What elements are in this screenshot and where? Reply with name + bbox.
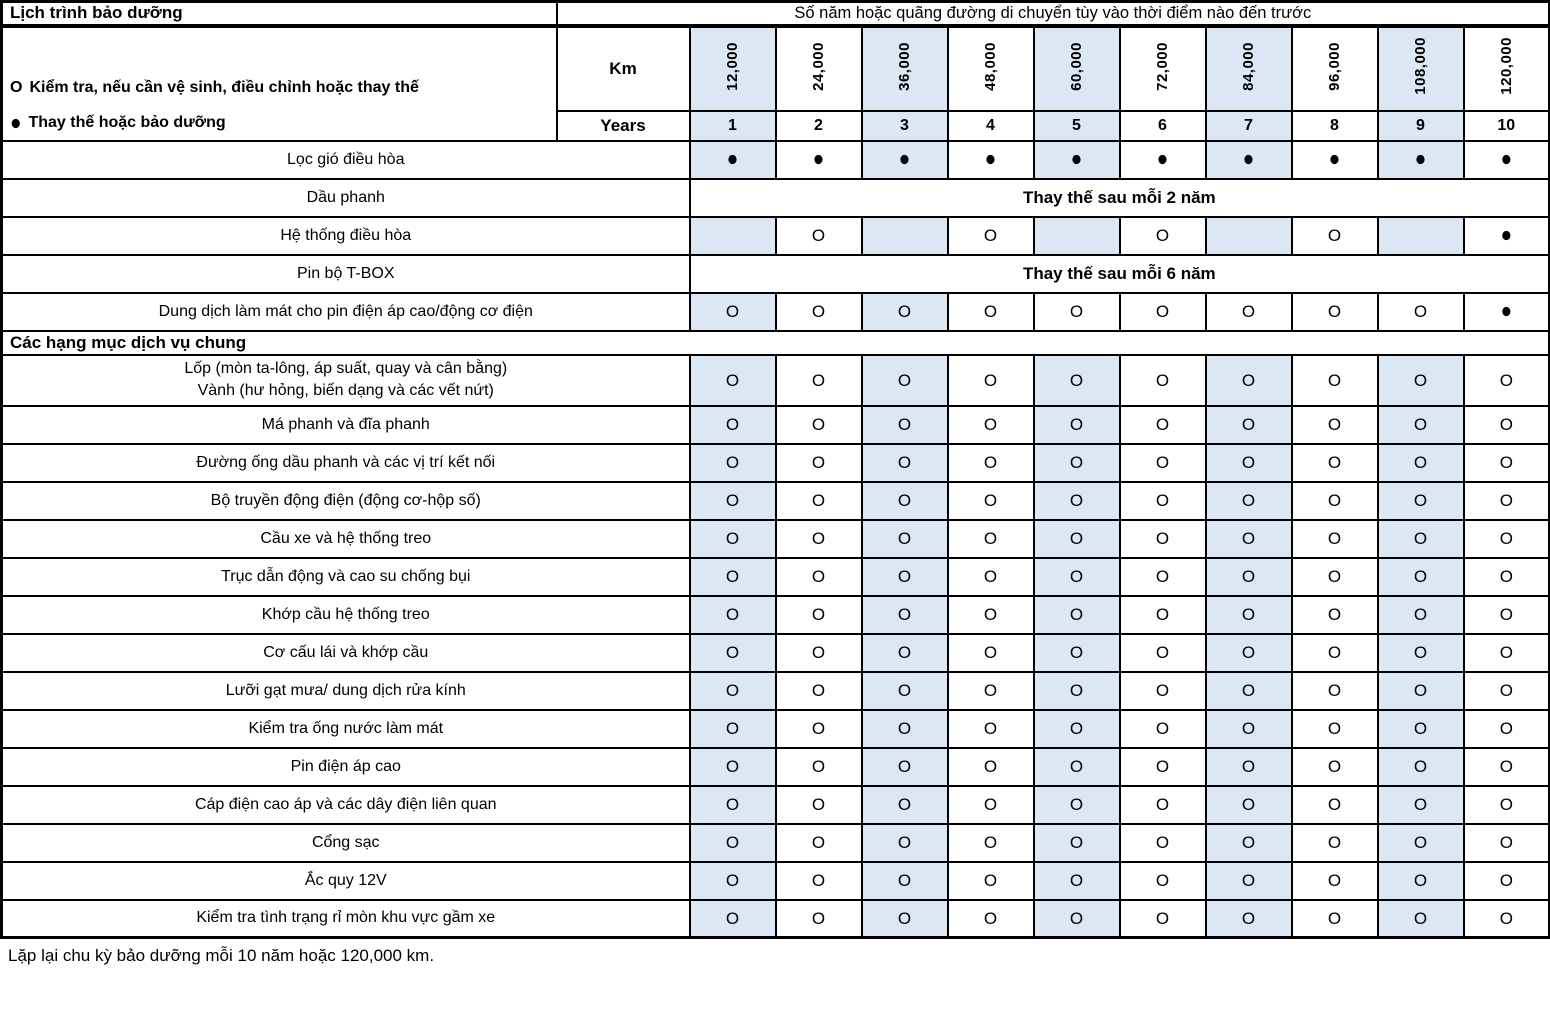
mark-cell: O — [1292, 520, 1378, 558]
km-header-cell: 108,000 — [1378, 26, 1464, 111]
mark-cell: O — [690, 355, 776, 406]
legend-replace-text: Thay thế hoặc bảo dưỡng — [28, 114, 226, 131]
mark-cell: O — [776, 482, 862, 520]
mark-cell: O — [1120, 900, 1206, 938]
mark-cell: O — [1120, 596, 1206, 634]
mark-cell: O — [862, 900, 948, 938]
mark-cell: O — [1378, 786, 1464, 824]
mark-cell: O — [690, 672, 776, 710]
table-row — [2, 255, 1550, 293]
mark-cell: O — [948, 672, 1034, 710]
km-header-row — [2, 26, 1550, 111]
table-row — [2, 748, 1550, 786]
mark-cell: O — [1206, 634, 1292, 672]
table-row — [2, 355, 1550, 406]
km-header-cell: 12,000 — [690, 26, 776, 111]
mark-cell: O — [776, 444, 862, 482]
row-label: Kiểm tra ống nước làm mát — [2, 710, 690, 748]
mark-cell: O — [1464, 672, 1550, 710]
mark-cell: O — [948, 520, 1034, 558]
mark-cell: ● — [862, 141, 948, 179]
row-label: Cầu xe và hệ thống treo — [2, 520, 690, 558]
mark-cell — [1378, 217, 1464, 255]
mark-cell: O — [862, 824, 948, 862]
year-header-cell: 8 — [1292, 111, 1378, 141]
mark-cell — [690, 217, 776, 255]
mark-cell: ● — [1378, 141, 1464, 179]
mark-cell: O — [1034, 786, 1120, 824]
mark-cell: O — [1292, 355, 1378, 406]
mark-cell: O — [776, 672, 862, 710]
mark-cell: O — [1120, 634, 1206, 672]
mark-cell: O — [1034, 824, 1120, 862]
mark-cell: O — [862, 444, 948, 482]
mark-cell: O — [1464, 862, 1550, 900]
mark-cell: O — [1120, 824, 1206, 862]
mark-cell: O — [690, 748, 776, 786]
mark-cell: O — [1034, 862, 1120, 900]
mark-cell: O — [862, 786, 948, 824]
mark-cell: O — [1034, 900, 1120, 938]
mark-cell: ● — [948, 141, 1034, 179]
legend-inspect-text: Kiểm tra, nếu cần vệ sinh, điều chỉnh hoặc thay thế — [29, 78, 419, 96]
mark-cell: O — [1292, 710, 1378, 748]
row-label: Bộ truyền động điện (động cơ-hộp số) — [2, 482, 690, 520]
legend-cell — [2, 26, 557, 141]
mark-cell: O — [690, 862, 776, 900]
legend-inspect — [10, 79, 550, 97]
mark-cell: O — [1206, 406, 1292, 444]
mark-cell: O — [690, 293, 776, 331]
mark-cell: O — [690, 710, 776, 748]
mark-cell: O — [1464, 355, 1550, 406]
mark-cell: O — [1464, 900, 1550, 938]
mark-cell: O — [1206, 862, 1292, 900]
mark-cell: O — [1292, 293, 1378, 331]
mark-cell: O — [1206, 558, 1292, 596]
year-header-cell: 10 — [1464, 111, 1550, 141]
mark-cell: O — [1034, 748, 1120, 786]
mark-cell: O — [1292, 824, 1378, 862]
mark-cell: O — [690, 786, 776, 824]
table-row — [2, 862, 1550, 900]
row-label: Lưỡi gạt mưa/ dung dịch rửa kính — [2, 672, 690, 710]
title-row — [2, 2, 1550, 26]
mark-cell: O — [1378, 862, 1464, 900]
mark-cell: O — [1120, 786, 1206, 824]
year-header-cell: 2 — [776, 111, 862, 141]
table-row — [2, 558, 1550, 596]
table-row — [2, 406, 1550, 444]
mark-cell: O — [1034, 520, 1120, 558]
row-label: Dung dịch làm mát cho pin điện áp cao/động cơ điện — [2, 293, 690, 331]
mark-cell: O — [862, 482, 948, 520]
mark-cell: O — [1120, 748, 1206, 786]
mark-cell: O — [1464, 596, 1550, 634]
mark-cell: O — [862, 596, 948, 634]
mark-cell: O — [1378, 824, 1464, 862]
mark-cell: O — [862, 406, 948, 444]
row-label: Kiểm tra tình trạng rỉ mòn khu vực gầm xe — [2, 900, 690, 938]
mark-cell: O — [1206, 520, 1292, 558]
km-header-cell: 72,000 — [1120, 26, 1206, 111]
mark-cell: O — [1120, 520, 1206, 558]
mark-cell: O — [1292, 558, 1378, 596]
table-row — [2, 710, 1550, 748]
legend — [3, 79, 556, 140]
mark-cell: O — [1292, 596, 1378, 634]
km-header-cell: 36,000 — [862, 26, 948, 111]
mark-cell: O — [1120, 558, 1206, 596]
mark-cell — [862, 217, 948, 255]
mark-cell: O — [1292, 900, 1378, 938]
mark-cell: O — [776, 558, 862, 596]
table-title: Lịch trình bảo dưỡng — [2, 2, 557, 26]
year-header-cell: 7 — [1206, 111, 1292, 141]
mark-cell: O — [1034, 406, 1120, 444]
mark-cell: O — [690, 520, 776, 558]
row-label: Lọc gió điều hòa — [2, 141, 690, 179]
mark-cell: O — [1034, 634, 1120, 672]
mark-cell: O — [1378, 520, 1464, 558]
mark-cell: O — [862, 672, 948, 710]
mark-cell: O — [1120, 293, 1206, 331]
mark-cell: O — [1034, 293, 1120, 331]
mark-cell: O — [776, 862, 862, 900]
table-row — [2, 293, 1550, 331]
mark-cell: O — [862, 748, 948, 786]
mark-cell: O — [1206, 444, 1292, 482]
mark-cell: O — [948, 710, 1034, 748]
mark-cell: O — [862, 862, 948, 900]
mark-cell: O — [1464, 748, 1550, 786]
mark-cell: O — [1378, 293, 1464, 331]
year-header-cell: 9 — [1378, 111, 1464, 141]
mark-cell: O — [1464, 406, 1550, 444]
mark-cell: O — [862, 634, 948, 672]
mark-cell: O — [776, 596, 862, 634]
mark-cell: O — [1206, 748, 1292, 786]
mark-cell: ● — [690, 141, 776, 179]
mark-cell: O — [1034, 596, 1120, 634]
mark-cell: O — [948, 786, 1034, 824]
mark-cell: O — [776, 217, 862, 255]
mark-cell: O — [948, 596, 1034, 634]
mark-cell: O — [690, 406, 776, 444]
mark-cell: O — [948, 482, 1034, 520]
table-row — [2, 141, 1550, 179]
mark-cell: O — [1464, 558, 1550, 596]
table-row — [2, 331, 1550, 355]
mark-cell: ● — [1464, 293, 1550, 331]
years-label: Years — [557, 111, 690, 141]
mark-cell: O — [1034, 482, 1120, 520]
mark-cell: O — [690, 558, 776, 596]
table-row — [2, 786, 1550, 824]
mark-cell: O — [948, 900, 1034, 938]
mark-cell: O — [1292, 862, 1378, 900]
mark-cell: O — [948, 824, 1034, 862]
mark-cell: O — [776, 710, 862, 748]
row-label: Cơ cấu lái và khớp cầu — [2, 634, 690, 672]
mark-cell: O — [1464, 520, 1550, 558]
footer-note: Lặp lại chu kỳ bảo dưỡng mỗi 10 năm hoặc 120,000 km. — [8, 946, 435, 965]
mark-cell: O — [1378, 710, 1464, 748]
inspect-symbol: O — [10, 78, 23, 96]
mark-cell: O — [690, 634, 776, 672]
mark-cell: ● — [1464, 141, 1550, 179]
mark-cell: O — [776, 355, 862, 406]
mark-cell: O — [1206, 596, 1292, 634]
mark-cell: O — [1378, 355, 1464, 406]
row-label: Dầu phanh — [2, 179, 690, 217]
legend-replace — [10, 111, 550, 135]
km-header-cell: 96,000 — [1292, 26, 1378, 111]
mark-cell: O — [776, 406, 862, 444]
mark-cell: O — [1120, 482, 1206, 520]
mark-cell: O — [1034, 672, 1120, 710]
row-label: Pin điện áp cao — [2, 748, 690, 786]
mark-cell: O — [1034, 558, 1120, 596]
row-label: Cáp điện cao áp và các dây điện liên quan — [2, 786, 690, 824]
table-row — [2, 900, 1550, 938]
km-header-cell: 120,000 — [1464, 26, 1550, 111]
mark-cell: O — [1378, 634, 1464, 672]
table-row — [2, 672, 1550, 710]
mark-cell: O — [948, 217, 1034, 255]
mark-cell: O — [1292, 406, 1378, 444]
mark-cell: O — [862, 293, 948, 331]
table-row — [2, 482, 1550, 520]
mark-cell: O — [1378, 482, 1464, 520]
mark-cell: O — [1464, 786, 1550, 824]
mark-cell: O — [1206, 786, 1292, 824]
mark-cell: O — [1206, 672, 1292, 710]
mark-cell: O — [1378, 444, 1464, 482]
mark-cell: O — [1292, 748, 1378, 786]
mark-cell: ● — [1292, 141, 1378, 179]
km-header-cell: 60,000 — [1034, 26, 1120, 111]
mark-cell: O — [776, 824, 862, 862]
mark-cell: O — [1120, 710, 1206, 748]
year-header-cell: 6 — [1120, 111, 1206, 141]
km-label: Km — [557, 26, 690, 111]
mark-cell: O — [1206, 293, 1292, 331]
mark-cell: O — [776, 293, 862, 331]
mark-cell: O — [948, 293, 1034, 331]
mark-cell: O — [1292, 786, 1378, 824]
mark-cell: O — [690, 596, 776, 634]
section-header: Các hạng mục dịch vụ chung — [2, 331, 1550, 355]
mark-cell: O — [1292, 444, 1378, 482]
mark-cell: ● — [1464, 217, 1550, 255]
mark-cell: O — [1292, 482, 1378, 520]
mark-cell: O — [948, 406, 1034, 444]
mark-cell: O — [776, 520, 862, 558]
table-row — [2, 444, 1550, 482]
table-row — [2, 520, 1550, 558]
year-header-cell: 1 — [690, 111, 776, 141]
table-row — [2, 179, 1550, 217]
mark-cell: O — [1206, 900, 1292, 938]
km-header-cell: 24,000 — [776, 26, 862, 111]
table-row — [2, 217, 1550, 255]
mark-cell: O — [862, 355, 948, 406]
mark-cell: O — [948, 748, 1034, 786]
mark-cell: O — [1378, 558, 1464, 596]
mark-cell: O — [776, 748, 862, 786]
mark-cell: ● — [1120, 141, 1206, 179]
mark-cell: O — [948, 355, 1034, 406]
mark-cell: O — [862, 520, 948, 558]
span-note: Thay thế sau mỗi 6 năm — [690, 255, 1550, 293]
mark-cell: O — [1378, 406, 1464, 444]
mark-cell: O — [1206, 355, 1292, 406]
km-header-cell: 84,000 — [1206, 26, 1292, 111]
mark-cell: O — [948, 558, 1034, 596]
table-row — [2, 634, 1550, 672]
mark-cell: O — [690, 900, 776, 938]
mark-cell: O — [862, 710, 948, 748]
mark-cell: O — [1464, 482, 1550, 520]
mark-cell: O — [776, 900, 862, 938]
mark-cell: O — [1464, 824, 1550, 862]
mark-cell: O — [1034, 710, 1120, 748]
mark-cell: O — [1120, 444, 1206, 482]
mark-cell: ● — [776, 141, 862, 179]
row-label: Khớp cầu hệ thống treo — [2, 596, 690, 634]
mark-cell: O — [1034, 444, 1120, 482]
mark-cell: O — [948, 634, 1034, 672]
row-label: Hệ thống điều hòa — [2, 217, 690, 255]
mark-cell: O — [1292, 217, 1378, 255]
period-header: Số năm hoặc quãng đường di chuyển tùy vào thời điểm nào đến trước — [557, 2, 1550, 26]
mark-cell: O — [1464, 444, 1550, 482]
mark-cell: O — [1378, 672, 1464, 710]
row-label: Lốp (mòn ta-lông, áp suất, quay và cân bằng) Vành (hư hỏng, biến dạng và các vết nứt) — [2, 355, 690, 406]
mark-cell: O — [776, 786, 862, 824]
mark-cell: O — [1378, 748, 1464, 786]
year-header-cell: 4 — [948, 111, 1034, 141]
span-note: Thay thế sau mỗi 2 năm — [690, 179, 1550, 217]
mark-cell: O — [1120, 672, 1206, 710]
mark-cell: O — [690, 482, 776, 520]
row-label: Trục dẫn động và cao su chống bụi — [2, 558, 690, 596]
year-header-cell: 5 — [1034, 111, 1120, 141]
mark-cell: O — [690, 824, 776, 862]
mark-cell — [1034, 217, 1120, 255]
mark-cell: O — [1464, 634, 1550, 672]
mark-cell: O — [1464, 710, 1550, 748]
table-row — [2, 824, 1550, 862]
mark-cell: ● — [1206, 141, 1292, 179]
km-header-cell: 48,000 — [948, 26, 1034, 111]
row-label: Ắc quy 12V — [2, 862, 690, 900]
mark-cell: O — [1378, 900, 1464, 938]
replace-symbol: ● — [10, 111, 22, 135]
mark-cell: O — [1120, 406, 1206, 444]
mark-cell: O — [1292, 672, 1378, 710]
mark-cell: O — [1120, 217, 1206, 255]
row-label: Đường ống dầu phanh và các vị trí kết nối — [2, 444, 690, 482]
mark-cell: O — [1292, 634, 1378, 672]
mark-cell: O — [690, 444, 776, 482]
row-label: Pin bộ T-BOX — [2, 255, 690, 293]
year-header-cell: 3 — [862, 111, 948, 141]
mark-cell: O — [1120, 862, 1206, 900]
mark-cell: O — [1034, 355, 1120, 406]
mark-cell: ● — [1034, 141, 1120, 179]
mark-cell: O — [948, 444, 1034, 482]
mark-cell: O — [1206, 482, 1292, 520]
mark-cell — [1206, 217, 1292, 255]
mark-cell: O — [862, 558, 948, 596]
row-label: Má phanh và đĩa phanh — [2, 406, 690, 444]
mark-cell: O — [1206, 710, 1292, 748]
mark-cell: O — [1120, 355, 1206, 406]
mark-cell: O — [1378, 596, 1464, 634]
mark-cell: O — [776, 634, 862, 672]
table-row — [2, 596, 1550, 634]
row-label: Cổng sạc — [2, 824, 690, 862]
mark-cell: O — [948, 862, 1034, 900]
mark-cell: O — [1206, 824, 1292, 862]
